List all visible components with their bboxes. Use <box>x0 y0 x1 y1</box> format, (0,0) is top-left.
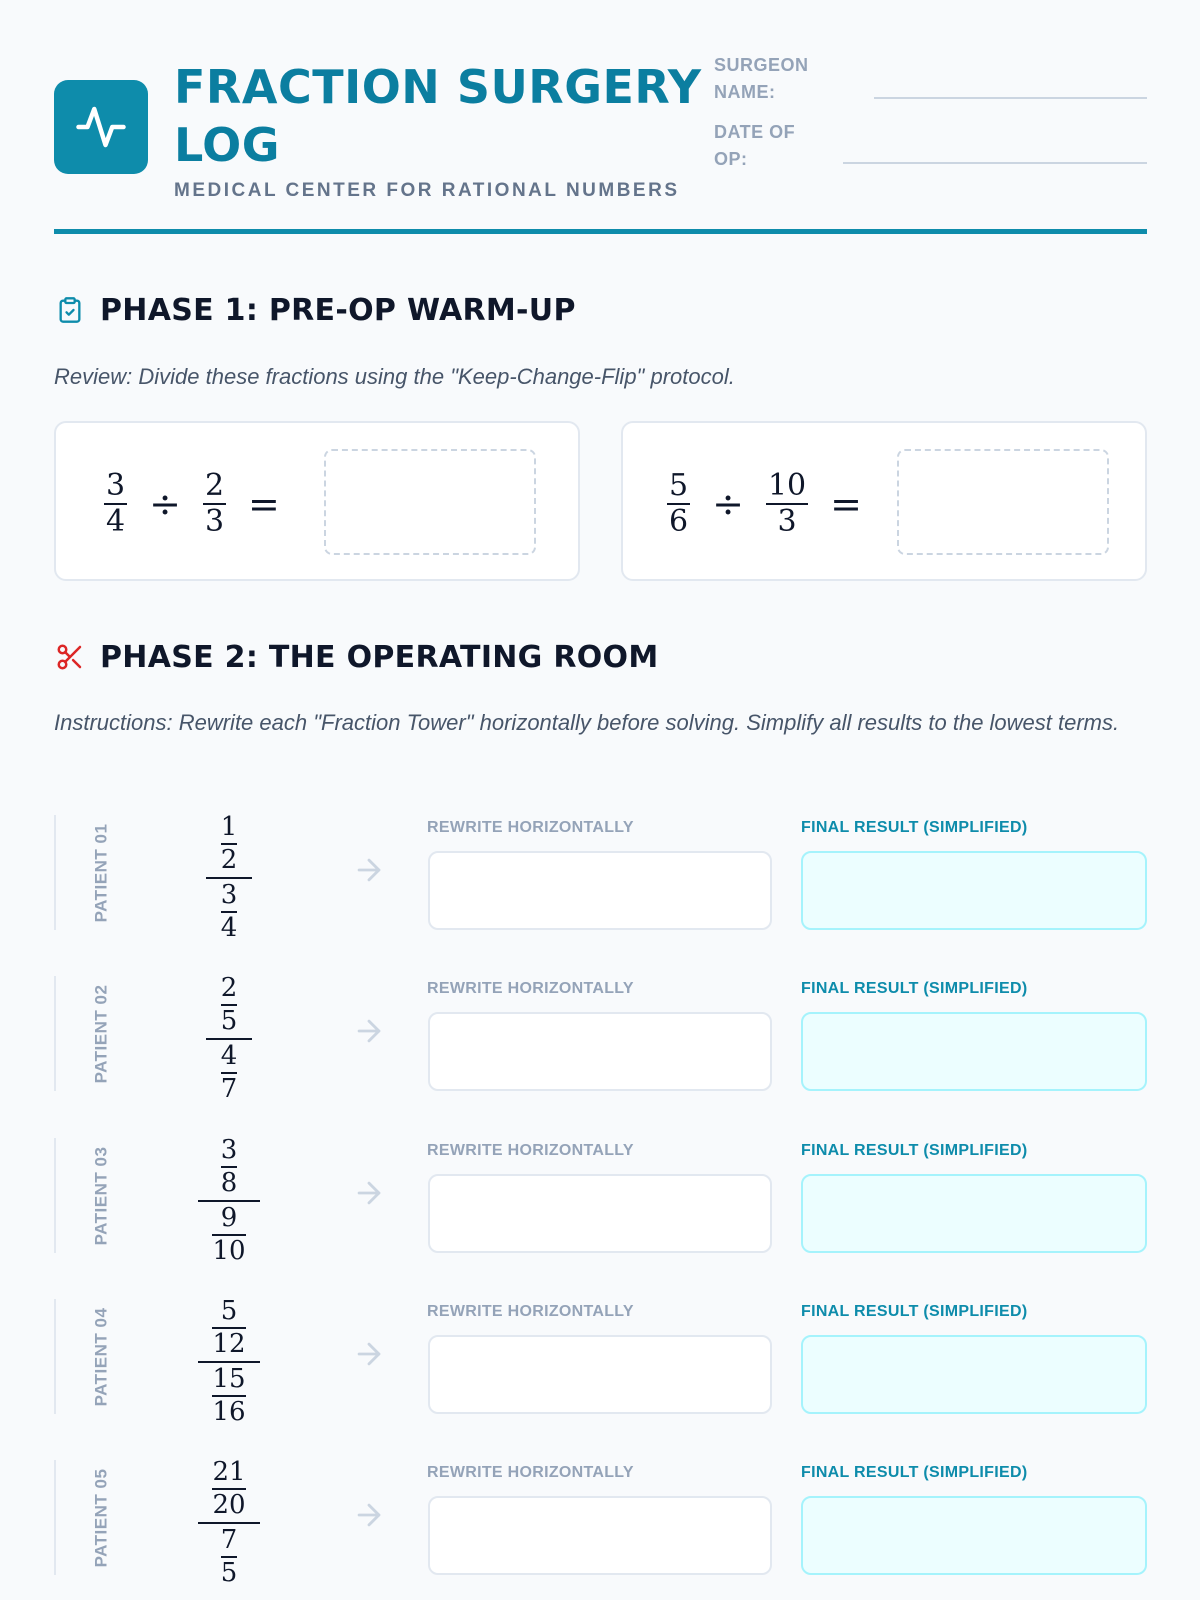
denominator: 8 <box>220 1167 238 1198</box>
patient-tag <box>86 1299 116 1414</box>
final-result-field[interactable] <box>801 1496 1147 1575</box>
fraction-tower <box>194 1135 264 1267</box>
patient-tag <box>86 815 116 930</box>
fraction-tower <box>194 1296 264 1428</box>
warmup-card-2 <box>621 421 1147 581</box>
header <box>54 0 1147 234</box>
patient-tag <box>86 1138 116 1253</box>
fraction-tower <box>194 812 264 944</box>
denominator: 4 <box>106 504 126 539</box>
rewrite-label: REWRITE HORIZONTALLY <box>427 1303 634 1320</box>
surgeon-label-line-1: SURGEON <box>714 55 809 75</box>
patient-row <box>54 1296 1147 1429</box>
row-divider <box>54 815 56 930</box>
tower-bottom-fraction <box>212 1203 245 1267</box>
patient-tag <box>86 976 116 1091</box>
fraction-tower <box>194 1457 264 1589</box>
tower-main-bar <box>206 1038 252 1041</box>
final-result-field[interactable] <box>801 1174 1147 1253</box>
pulse-icon <box>74 100 128 154</box>
denominator: 3 <box>204 504 225 539</box>
surgeon-name-field[interactable] <box>874 97 1147 99</box>
denominator: 16 <box>212 1396 246 1427</box>
warmup-card-1 <box>54 421 580 581</box>
surgeon-name-row <box>714 52 1147 108</box>
clipboard-check-icon <box>54 294 86 326</box>
logo <box>54 80 148 174</box>
tower-bottom-fraction <box>212 1364 245 1428</box>
answer-box[interactable] <box>897 449 1109 555</box>
denominator: 20 <box>212 1489 246 1520</box>
rewrite-label: REWRITE HORIZONTALLY <box>427 1142 634 1159</box>
patient-tag-label: PATIENT 01 <box>91 823 110 922</box>
tower-top-fraction <box>221 1135 238 1199</box>
rewrite-horizontally-field[interactable] <box>428 1496 772 1575</box>
numerator: 21 <box>212 1457 246 1487</box>
rewrite-horizontally-field[interactable] <box>428 1335 772 1414</box>
tower-top-fraction <box>221 812 238 876</box>
patient-tag-label: PATIENT 05 <box>91 1468 110 1567</box>
tower-main-bar <box>198 1200 260 1203</box>
title-line-2: LOG <box>174 118 281 172</box>
numerator: 3 <box>220 1135 238 1165</box>
patient-row <box>54 973 1147 1106</box>
date-of-op-label <box>714 119 824 173</box>
patient-tag-label: PATIENT 03 <box>91 1146 110 1245</box>
worksheet-page <box>54 0 1147 1600</box>
numerator: 15 <box>212 1364 246 1394</box>
patient-row <box>54 1457 1147 1590</box>
final-result-label: FINAL RESULT (SIMPLIFIED) <box>801 1142 1028 1159</box>
row-divider <box>54 1460 56 1575</box>
page-title <box>174 58 704 174</box>
phase1-title: PHASE 1: PRE-OP WARM-UP <box>100 292 576 328</box>
warmup-equation <box>667 469 884 539</box>
rewrite-label: REWRITE HORIZONTALLY <box>427 819 634 836</box>
rewrite-horizontally-field[interactable] <box>428 1174 772 1253</box>
fraction <box>766 469 808 539</box>
numerator: 4 <box>220 1041 238 1071</box>
surgeon-label-line-2: NAME: <box>714 82 776 102</box>
denominator: 6 <box>669 504 689 539</box>
divide-sign: ÷ <box>712 482 744 526</box>
denominator: 7 <box>220 1073 238 1104</box>
phase1-heading <box>54 290 576 330</box>
tower-top-fraction <box>212 1457 245 1521</box>
phase1-instructions: Review: Divide these fractions using the "Keep-Change-Flip" protocol. <box>54 364 735 389</box>
arrow-right-icon <box>352 1337 386 1371</box>
warmup-equation <box>104 469 302 539</box>
page-subtitle: MEDICAL CENTER FOR RATIONAL NUMBERS <box>174 180 680 201</box>
patient-tag-label: PATIENT 02 <box>91 984 110 1083</box>
arrow-right-icon <box>352 1498 386 1532</box>
title-line-1: FRACTION SURGERY <box>174 60 702 114</box>
fraction <box>667 469 690 539</box>
answer-box[interactable] <box>324 449 536 555</box>
rewrite-horizontally-field[interactable] <box>428 851 772 930</box>
final-result-field[interactable] <box>801 851 1147 930</box>
numerator: 2 <box>204 468 225 503</box>
fraction <box>203 469 226 539</box>
arrow-right-icon <box>352 1176 386 1210</box>
final-result-label: FINAL RESULT (SIMPLIFIED) <box>801 819 1028 836</box>
rewrite-label: REWRITE HORIZONTALLY <box>427 980 634 997</box>
title-block <box>174 58 704 202</box>
denominator: 10 <box>212 1235 246 1266</box>
divide-sign: ÷ <box>149 482 181 526</box>
tower-bottom-fraction <box>221 880 238 944</box>
denominator: 5 <box>220 1005 238 1036</box>
row-divider <box>54 976 56 1091</box>
final-result-label: FINAL RESULT (SIMPLIFIED) <box>801 1303 1028 1320</box>
denominator: 5 <box>220 1557 238 1588</box>
equals-sign: = <box>248 482 280 526</box>
phase2-heading <box>54 637 659 677</box>
phase2-instructions: Instructions: Rewrite each "Fraction Tower" horizontally before solving. Simplify all results to the lowest terms. <box>54 710 1120 735</box>
numerator: 5 <box>220 1296 238 1326</box>
numerator: 2 <box>220 973 238 1003</box>
denominator: 12 <box>212 1328 246 1359</box>
patient-tag <box>86 1460 116 1575</box>
scissors-icon <box>54 641 86 673</box>
final-result-label: FINAL RESULT (SIMPLIFIED) <box>801 1464 1028 1481</box>
tower-bottom-fraction <box>221 1525 238 1589</box>
date-label-line-1: DATE OF <box>714 122 796 142</box>
final-result-field[interactable] <box>801 1335 1147 1414</box>
tower-main-bar <box>198 1361 260 1364</box>
tower-top-fraction <box>221 973 238 1037</box>
numerator: 7 <box>220 1525 238 1555</box>
final-result-field[interactable] <box>801 1012 1147 1091</box>
patient-row <box>54 1135 1147 1268</box>
date-label-line-2: OP: <box>714 149 748 169</box>
arrow-right-icon <box>352 853 386 887</box>
date-of-op-field[interactable] <box>843 162 1147 164</box>
final-result-label: FINAL RESULT (SIMPLIFIED) <box>801 980 1028 997</box>
row-divider <box>54 1138 56 1253</box>
fraction-tower <box>194 973 264 1105</box>
tower-main-bar <box>198 1522 260 1525</box>
tower-top-fraction <box>212 1296 245 1360</box>
rewrite-horizontally-field[interactable] <box>428 1012 772 1091</box>
numerator: 5 <box>669 468 689 503</box>
equals-sign: = <box>830 482 862 526</box>
surgeon-name-label <box>714 52 824 106</box>
phase2-title: PHASE 2: THE OPERATING ROOM <box>100 639 659 675</box>
tower-main-bar <box>206 877 252 880</box>
fraction <box>104 469 127 539</box>
patient-tag-label: PATIENT 04 <box>91 1307 110 1406</box>
denominator: 3 <box>777 504 797 539</box>
denominator: 4 <box>220 912 238 943</box>
numerator: 9 <box>220 1203 238 1233</box>
row-divider <box>54 1299 56 1414</box>
numerator: 3 <box>106 468 126 503</box>
rewrite-label: REWRITE HORIZONTALLY <box>427 1464 634 1481</box>
numerator: 10 <box>767 468 807 503</box>
date-of-op-row <box>714 119 1147 175</box>
patient-row <box>54 812 1147 945</box>
tower-bottom-fraction <box>221 1041 238 1105</box>
denominator: 2 <box>220 844 238 875</box>
arrow-right-icon <box>352 1014 386 1048</box>
numerator: 3 <box>220 880 238 910</box>
numerator: 1 <box>220 812 238 842</box>
